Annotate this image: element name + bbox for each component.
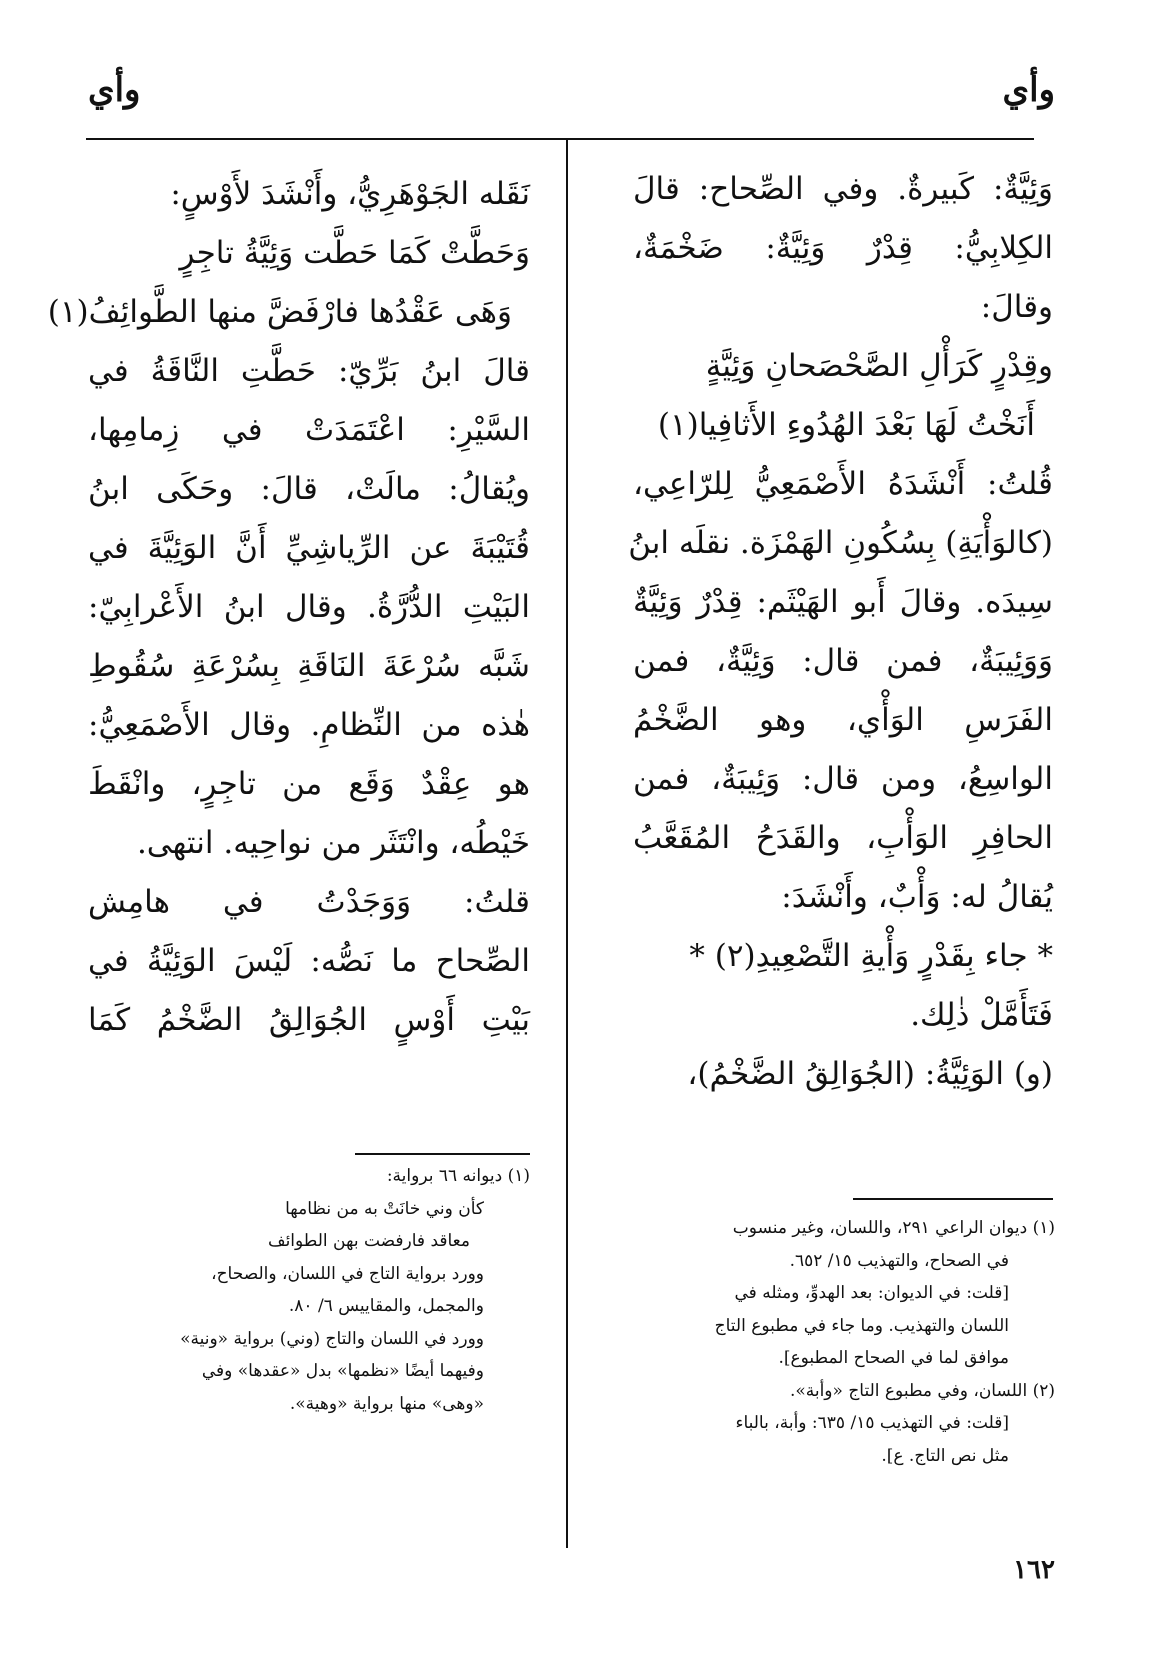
text-line: ويُقالُ: مالَتْ، قالَ: وحَكَى ابنُ	[88, 471, 530, 507]
text-line: (و) الوَئِيَّةُ: (الجُوَالِقُ الضَّخْمُ)،	[687, 1056, 1053, 1092]
text-line: هو عِقْدٌ وَقَع من تاجِرٍ، وانْقَطَ	[88, 766, 530, 802]
verse-line: * جاء بِقَدْرٍ وَأْيةِ التَّصْعِيدِ(٢) *	[689, 938, 1053, 974]
footnote-line: اللسان والتهذيب. وما جاء في مطبوع التاج	[714, 1315, 1009, 1336]
text-line: السَّيْرِ: اعْتَمَدَتْ في زِمامِها،	[88, 412, 530, 448]
footnote-line: مثل نص التاج. ع].	[881, 1445, 1009, 1466]
page-number: ١٦٢	[1013, 1555, 1055, 1585]
text-line: الكِلابِيُّ: قِدْرٌ وَئِيَّةٌ: ضَخْمَةٌ،	[633, 230, 1053, 266]
right-column	[628, 160, 1053, 1104]
text-line: قُتَيْبَةَ عن الرِّياشِيِّ أَنَّ الوَئِيَّةَ في	[88, 530, 530, 566]
verse-line: وَحَطَّتْ كَمَا حَطَّت وَئِيَّةُ تاجِرٍ	[179, 235, 530, 271]
footnote-line: (٢) اللسان، وفي مطبوع التاج «وأبة».	[789, 1380, 1055, 1401]
footnote-line: معاقد فارفضت بهن الطوائف	[267, 1231, 470, 1251]
text-line: الحافِرِ الوَأْبِ، والقَدَحُ المُقَعَّبُ	[633, 820, 1053, 856]
text-line: قلتُ: وَوَجَدْتُ في هامِش	[88, 884, 530, 920]
footnote-line: وورد برواية التاج في اللسان، والصحاح،	[211, 1263, 484, 1284]
verse-line: أَنَخْتُ لَهَا بَعْدَ الهُدُوءِ الأَثافِيا(١)	[657, 407, 1035, 443]
footnote-line: والمجمل، والمقاييس ٦/ ٨٠.	[288, 1296, 484, 1316]
footnote-line: (١) ديوانه ٦٦ برواية:	[386, 1166, 530, 1186]
verse-line: وقِدْرٍ كَرَأْلِ الصَّحْصَحانِ وَئِيَّةٍ	[705, 348, 1053, 384]
text-line: سِيدَه. وقالَ أَبو الهَيْثَم: قِدْرٌ وَئِيَّةٌ	[633, 584, 1053, 620]
header-word-right: وأي	[1002, 70, 1055, 110]
left-column	[47, 165, 530, 1050]
verse-line: وَهَى عَقْدُها فارْفَضَّ منها الطَّوائِفُ(١)	[47, 294, 512, 330]
footnote-line: وفيهما أيضًا «نظمها» بدل «عقدها» وفي	[201, 1361, 484, 1381]
text-line: البَيْتِ الدُّرَّةُ. وقال ابنُ الأَعْرابِيّ:	[88, 589, 530, 625]
footnote-line: «وهى» منها برواية «وهية».	[289, 1393, 484, 1414]
text-line: الفَرَسِ الوَأْي، وهو الضَّخْمُ	[633, 702, 1053, 738]
footnote-line: وورد في اللسان والتاج (وني) برواية «ونية»	[180, 1328, 484, 1349]
footnote-line: كأن وني خانَتْ به من نظامها	[285, 1198, 484, 1219]
text-line: وَوَئِيبَةٌ، فمن قال: وَئِيَّةٌ، فمن	[633, 643, 1053, 679]
column-divider	[566, 138, 568, 1548]
text-line: هٰذه من النِّظامِ. وقال الأَصْمَعِيُّ:	[88, 707, 530, 743]
text-line: (كالوَأْيَةِ) بِسُكُونِ الهَمْزَة. نقلَه ابنُ	[628, 525, 1053, 561]
footnote-rule-right	[853, 1198, 1053, 1200]
header-word-left: وأي	[88, 70, 141, 110]
text-line: فَتَأَمَّلْ ذٰلِك.	[910, 997, 1053, 1033]
header-rule	[86, 138, 1034, 140]
footnote-line: [قلت: في الديوان: بعد الهدوِّ، ومثله في	[734, 1283, 1009, 1303]
text-line: الواسِعُ، ومن قال: وَئِيبَةٌ، فمن	[633, 761, 1053, 797]
footnote-rule-left	[355, 1153, 530, 1155]
footnotes-right	[635, 1212, 1055, 1472]
footnote-line: موافق لما في الصحاح المطبوع].	[778, 1348, 1009, 1368]
footnote-line: [قلت: في التهذيب ١٥/ ٦٣٥: وأبة، بالباء	[735, 1413, 1009, 1433]
footnotes-left	[88, 1160, 530, 1420]
text-line: بَيْتِ أَوْسٍ الجُوَالِقُ الضَّخْمُ كَمَا	[88, 1002, 530, 1038]
text-line: يُقالُ له: وَأْبٌ، وأَنْشَدَ:	[781, 879, 1053, 915]
text-line: شَبَّه سُرْعَةَ النَاقَةِ بِسُرْعَةِ سُقُوطِ	[88, 648, 530, 684]
footnote-line: (١) ديوان الراعي ٢٩١، واللسان، وغير منسوب	[732, 1218, 1055, 1238]
text-line: قالَ ابنُ بَرِّيّ: حَطَّتِ النَّاقَةُ في	[88, 353, 530, 389]
footnote-line: في الصحاح، والتهذيب ١٥/ ٦٥٢.	[789, 1250, 1009, 1271]
text-line: الصِّحاح ما نَصُّه: لَيْسَ الوَئِيَّةُ في	[88, 943, 530, 979]
text-line: خَيْطُه، وانْتَثَر من نواحِيه. انتهى.	[136, 825, 530, 861]
text-line: وقالَ:	[980, 289, 1053, 325]
text-line: قُلتُ: أَنْشَدَهُ الأَصْمَعِيُّ لِلرّاعِي،	[633, 466, 1053, 502]
text-line: وَئِيَّةٌ: كَبيرةٌ. وفي الصِّحاح: قالَ	[633, 171, 1053, 207]
text-line: نَقَله الجَوْهَرِيُّ، وأَنْشَدَ لأَوْسٍ:	[170, 176, 530, 212]
